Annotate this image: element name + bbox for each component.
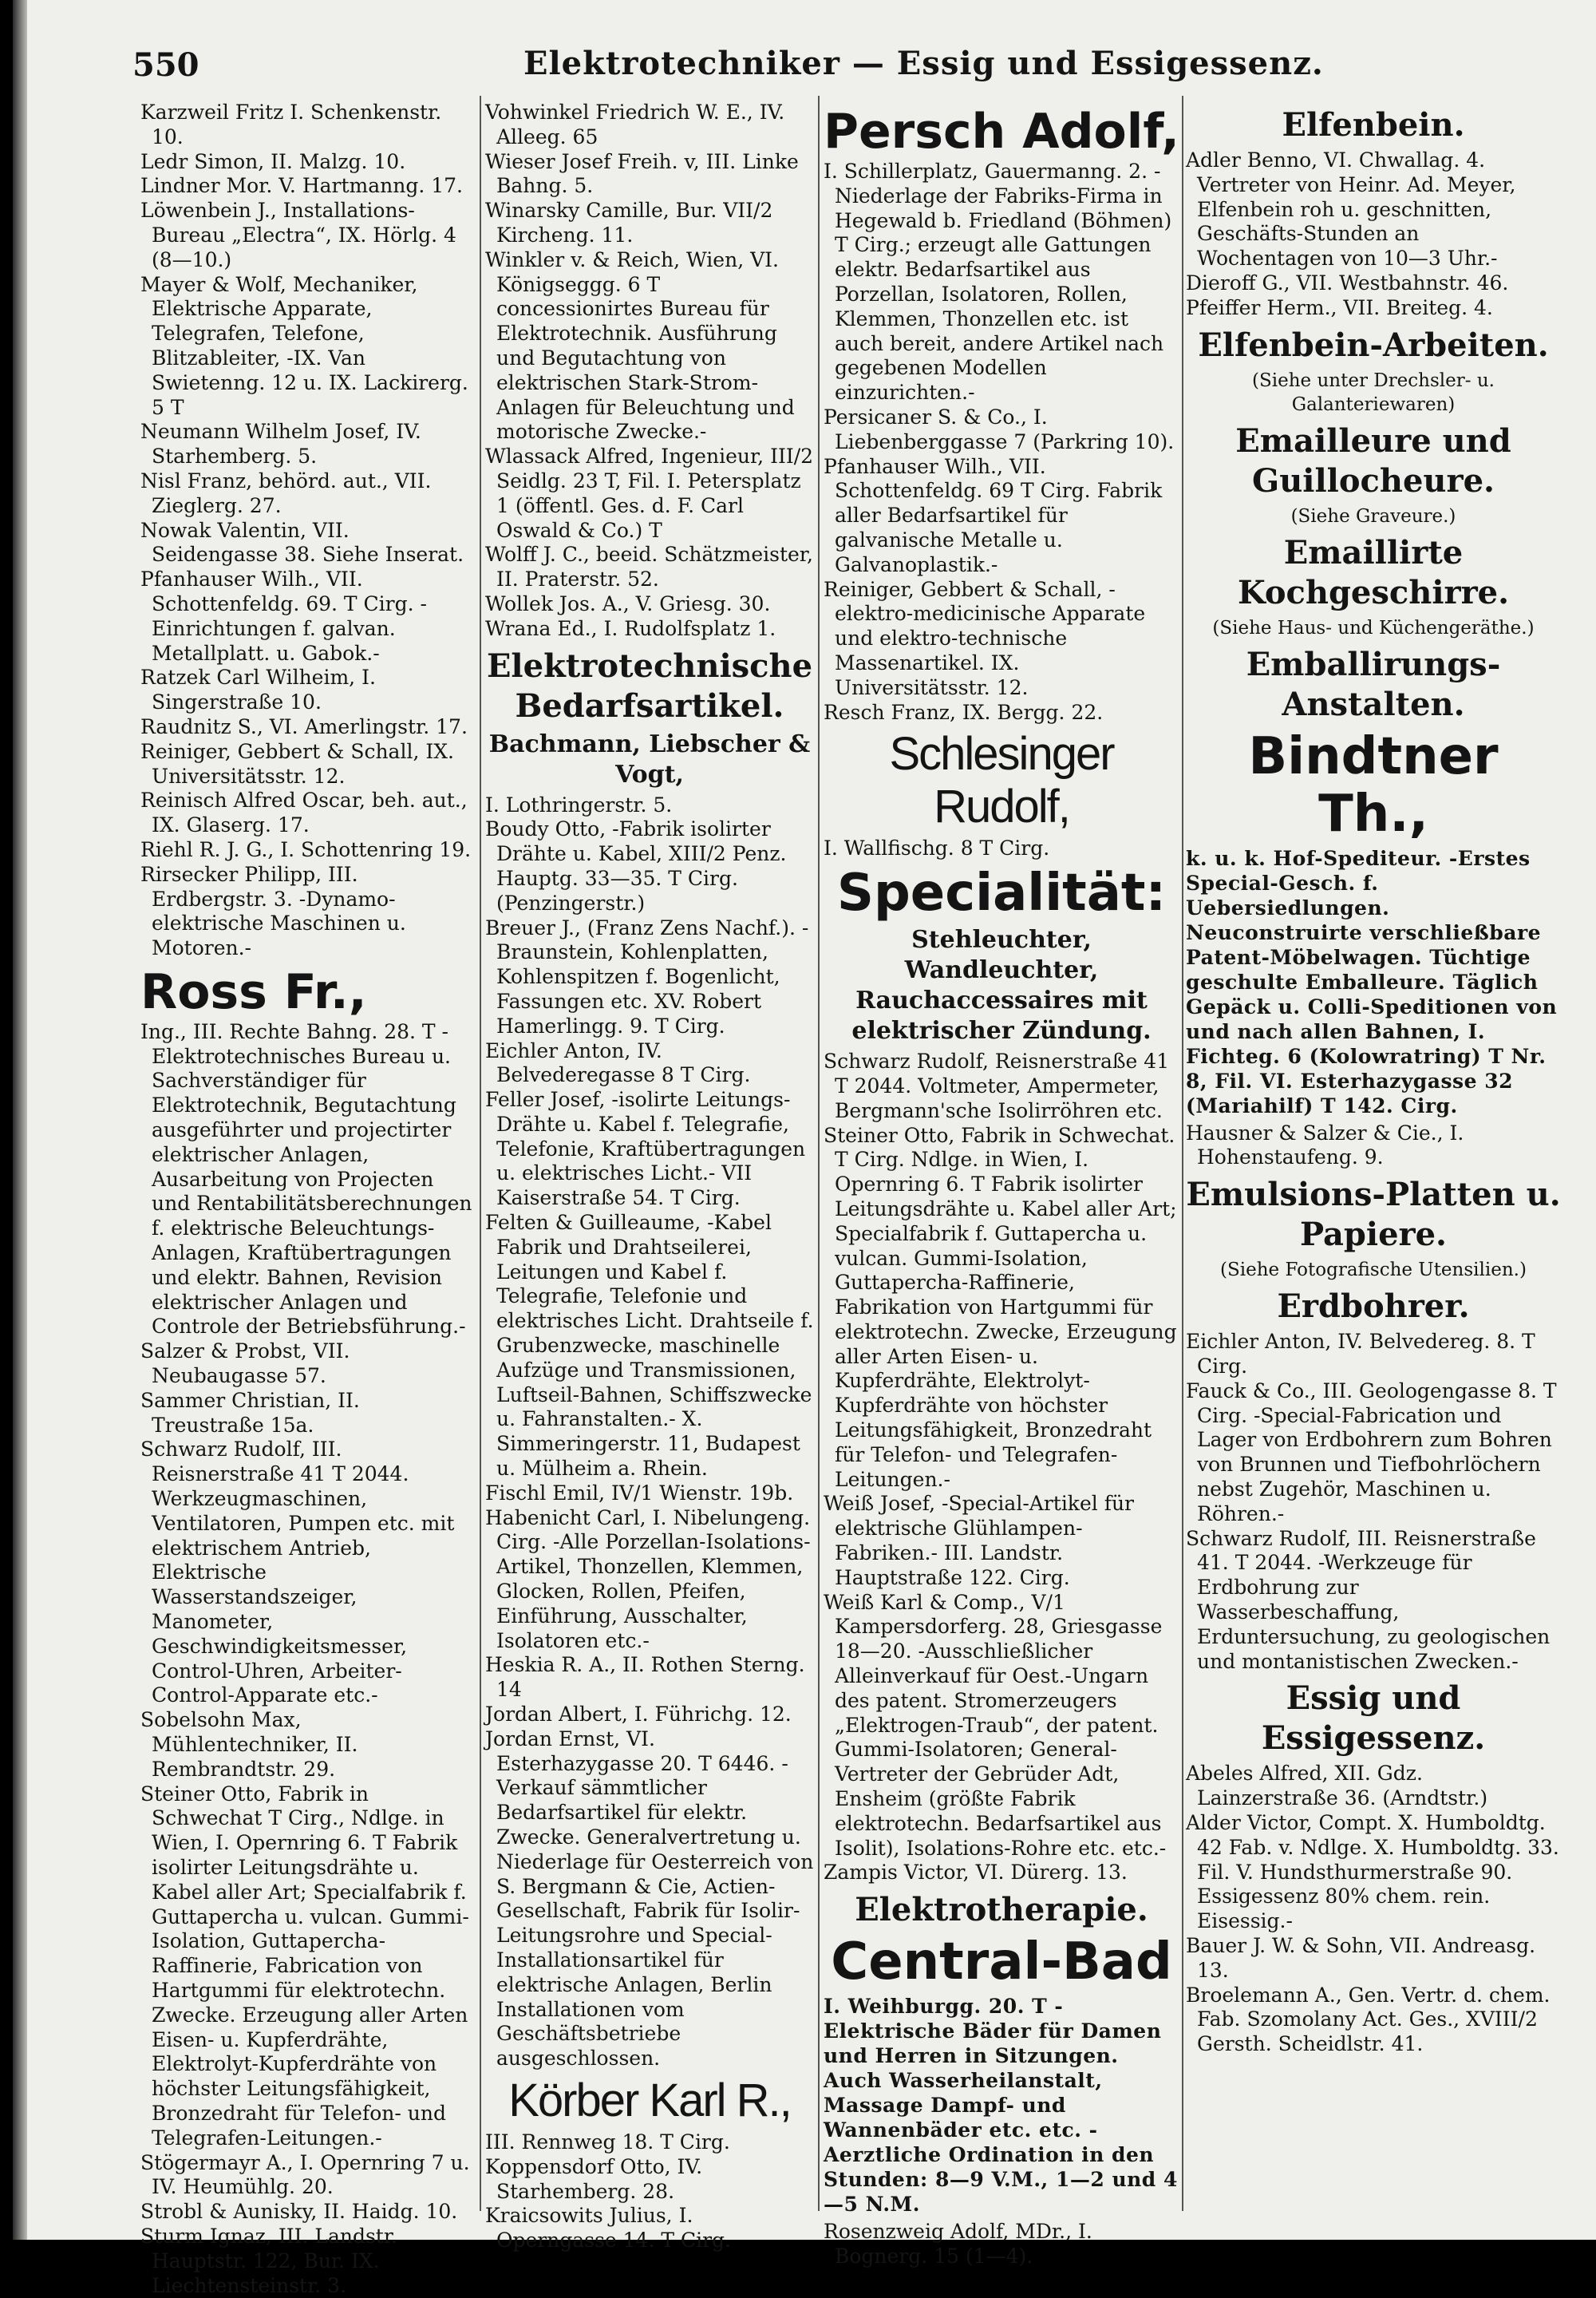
directory-entry: Ing., III. Rechte Bahng. 28. T -Elektrotechnisches Bureau u. Sachverständiger für Elektrotechnik, Begutachtung ausgeführter und projectirter elektrischer Anlagen, Ausarbeitung von Projecten und Rentabilitätsberechnungen f. elektrische Beleuchtungs-Anlagen, Kraftübertragungen und elektr. Bahnen, Revision elektrischer Anlagen und Controle der Betriebsführung.- bbox=[140, 1019, 472, 1339]
directory-entry: Ratzek Carl Wilheim, I. Singerstraße 10. bbox=[140, 666, 376, 714]
advertisement-headline: Bindtner Th., bbox=[1248, 726, 1499, 844]
directory-entry: Steiner Otto, Fabrik in Schwechat T Cirg., Ndlge. in Wien, I. Opernring 6. T Fabrik isolirter Leitungsdrähte u. Kabel aller Art; Specialfabrik f. Guttapercha u. vulcan. Gummi-Isolation, Guttapercha-Raffinerie, Fabrication von Hartgummi für elektrotechn. Zwecke. Erzeugung aller Arten Eisen- u. Kupferdrähte, Elektrolyt-Kupferdrähte von höchster Leitungsfähigkeit, Bronzedraht für Telefon- und Telegrafen-Leitungen.- bbox=[140, 1782, 469, 2150]
directory-entry: Wieser Josef Freih. v, III. Linke Bahng. 5. bbox=[485, 149, 799, 198]
directory-entry: Riehl R. J. G., I. Schottenring 19. bbox=[140, 837, 472, 861]
directory-entry: Breuer J., (Franz Zens Nachf.). -Braunstein, Kohlenplatten, Kohlenspitzen f. Bogenlicht, Fassungen etc. XV. Robert Hamerlingg. 9. T Cirg. bbox=[485, 916, 809, 1038]
advertisement-name: Körber Karl R., bbox=[508, 2074, 791, 2126]
directory-entry: Adler Benno, VI. Chwallag. 4. Vertreter von Heinr. Ad. Meyer, Elfenbein roh u. geschnitten, Geschäfts-Stunden an Wochentagen von 10—3 Uhr.- bbox=[1186, 148, 1516, 271]
cross-reference-note: (Siehe Fotografische Utensilien.) bbox=[1220, 1260, 1527, 1281]
section-heading: Emaillirte Kochgeschirre. bbox=[1237, 533, 1510, 611]
column-1 bbox=[140, 101, 476, 2297]
directory-entry: Zampis Victor, VI. Dürerg. 13. bbox=[824, 1861, 1128, 1885]
directory-entry: Winkler v. & Reich, Wien, VI. Königseggg. 6 T concessionirtes Bureau für Elektrotechnik. Ausführung und Begutachtung von elektrischen Stark-Strom-Anlagen für Beleuchtung und motorische Zwecke.- bbox=[485, 247, 795, 444]
directory-entry: Resch Franz, IX. Bergg. 22. bbox=[824, 700, 1104, 724]
directory-entry: I. Schillerplatz, Gauermanng. 2. -Niederlage der Fabriks-Firma in Hegewald b. Friedland (Böhmen) T Cirg.; erzeugt alle Gattungen elektr. Bedarfsartikel aus Porzellan, Isolatoren, Rollen, Klemmen, Thonzellen etc. ist auch bereit, andere Artikel nach gegebenen Modellen einzurichten.- bbox=[824, 160, 1172, 405]
directory-entry: Schwarz Rudolf, III. Reisnerstraße 41 T 2044. Werkzeugmaschinen, Ventilatoren, Pumpen etc. mit elektrischem Antrieb, Elektrische Wasserstandszeiger, Manometer, Geschwindigkeitsmesser, Control-Uhren, Arbeiter-Control-Apparate etc.- bbox=[140, 1438, 455, 1707]
directory-entry: Pfeiffer Herm., VII. Breiteg. 4. bbox=[1186, 295, 1493, 319]
directory-entry: Neumann Wilhelm Josef, IV. Starhemberg. 5. bbox=[140, 420, 421, 469]
directory-entry: Lindner Mor. V. Hartmanng. 17. bbox=[140, 174, 463, 198]
directory-entry: Sobelsohn Max, Mühlentechniker, II. Rembrandtstr. 29. bbox=[140, 1708, 358, 1781]
directory-entry: Winarsky Camille, Bur. VII/2 Kircheng. 11. bbox=[485, 199, 773, 247]
directory-entry: Persicaner S. & Co., I. Liebenberggasse 7 (Parkring 10). bbox=[824, 405, 1175, 453]
section-heading: Erdbohrer. bbox=[1277, 1287, 1470, 1326]
cross-reference-note: (Siehe Haus- und Küchengeräthe.) bbox=[1212, 617, 1535, 639]
directory-entry: Salzer & Probst, VII. Neubaugasse 57. bbox=[140, 1339, 350, 1388]
directory-entry: Weiß Josef, -Special-Artikel für elektrische Glühlampen-Fabriken.- III. Landstr. Hauptstraße 122. Cirg. bbox=[824, 1492, 1135, 1589]
directory-entry: Rirsecker Philipp, III. Erdbergstr. 3. -Dynamo-elektrische Maschinen u. Motoren.- bbox=[140, 862, 406, 960]
directory-entry: I. Wallfischg. 8 T Cirg. bbox=[824, 837, 1050, 860]
column-separator bbox=[1182, 96, 1183, 2211]
directory-entry: Nowak Valentin, VII. Seidengasse 38. Siehe Inserat. bbox=[140, 518, 464, 567]
directory-entry: Jordan Albert, I. Führichg. 12. bbox=[485, 1703, 792, 1726]
section-heading: Elfenbein. bbox=[1282, 106, 1465, 144]
directory-entry: Schwarz Rudolf, III. Reisnerstraße 41. T 2044. -Werkzeuge für Erdbohrung zur Wasserbeschaffung, Erduntersuchung, zu geologischen und montanistischen Zwecken.- bbox=[1186, 1526, 1551, 1673]
directory-entry: Pfanhauser Wilh., VII. Schottenfeldg. 69 T Cirg. Fabrik aller Bedarfsartikel für galvanische Metalle u. Galvanoplastik.- bbox=[824, 454, 1163, 576]
advertisement-text: k. u. k. Hof-Spediteur. -Erstes Special-Gesch. f. Uebersiedlungen. Neuconstruirte verschließbare Patent-Möbelwagen. Tüchtige geschulte Emballeure. Täglich Gepäck u. Colli-Speditionen von und nach allen Bahnen, I. Fichteg. 6 (Kolowratring) T Nr. 8, Fil. VI. Esterhazygasse 32 (Mariahilf) T 142. Cirg. bbox=[1186, 846, 1558, 1117]
directory-entry: Habenicht Carl, I. Nibelungeng. Cirg. -Alle Porzellan-Isolations-Artikel, Thonzellen, Klemmen, Glocken, Rollen, Pfeifen, Einführung, Ausschalter, Isolatoren etc.- bbox=[485, 1505, 811, 1652]
directory-entry: Vohwinkel Friedrich W. E., IV. Alleeg. 65 bbox=[485, 101, 785, 148]
section-heading: Emailleure und Guillocheure. bbox=[1235, 421, 1511, 500]
advertisement-text: I. Weihburgg. 20. T -Elektrische Bäder für Damen und Herren in Sitzungen. Auch Wasserheilanstalt, Massage Dampf- und Wannenbäder etc. etc. -Aerztliche Ordination in den Stunden: 8—9 V.M., 1—2 und 4—5 N.M. bbox=[824, 1995, 1178, 2217]
advertisement-name: Persch Adolf, bbox=[824, 104, 1179, 160]
directory-entry: Steiner Otto, Fabrik in Schwechat. T Cirg. Ndlge. in Wien, I. Opernring 6. T Fabrik isolirter Leitungsdrähte u. Kabel aller Art; Specialfabrik f. Guttapercha u. vulcan. Gummi-Isolation, Guttapercha-Raffinerie, Fabrikation von Hartgummi für elektrotechn. Zwecke, Erzeugung aller Arten Eisen- u. Kupferdrähte, Elektrolyt-Kupferdrähte von höchster Leitungsfähigkeit, Bronzedraht für Telefon- und Telegrafen-Leitungen.- bbox=[824, 1123, 1177, 1491]
directory-entry: Sammer Christian, II. Treustraße 15a. bbox=[140, 1388, 360, 1437]
section-heading: Elektrotherapie. bbox=[855, 1891, 1148, 1929]
cross-reference-note: (Siehe Graveure.) bbox=[1290, 505, 1456, 527]
section-heading: Emulsions-Platten u. Papiere. bbox=[1186, 1176, 1561, 1254]
advertisement-headline: Central-Bad bbox=[831, 1932, 1172, 1992]
cross-reference-note: (Siehe unter Drechsler- u. Galanteriewaren) bbox=[1252, 370, 1495, 415]
directory-entry: Pfanhauser Wilh., VII. Schottenfeldg. 69. T Cirg. -Einrichtungen f. galvan. Metallplatt. u. Gabok.- bbox=[140, 568, 427, 665]
advertisement-line: Stehleuchter, Wandleuchter, Rauchaccessaires mit elektrischer Zündung. bbox=[851, 926, 1152, 1046]
advertisement-headline: Specialität: bbox=[836, 864, 1167, 924]
directory-entry: Feller Josef, -isolirte Leitungs-Drähte u. Kabel f. Telegrafie, Telefonie, Kraftübertragungen u. elektrisches Licht.- VII Kaiserstraße 54. T Cirg. bbox=[485, 1088, 806, 1210]
directory-entry: Weiß Karl & Comp., V/1 Kampersdorferg. 28, Griesgasse 18—20. -Ausschließlicher Alleinverkauf für Oest.-Ungarn des patent. Stromerzeugers „Elektrogen-Traub“, der patent. Gummi-Isolatoren; General-Vertreter der Gebrüder Adt, Ensheim (größte Fabrik elektrotechn. Bedarfsartikel aus Isolit), Isolations-Rohre etc. etc.- bbox=[824, 1590, 1167, 1860]
advertisement-name: Ross Fr., bbox=[140, 963, 367, 1020]
directory-entry: Kraicsowits Julius, I. Operngasse 14. T Cirg. bbox=[485, 2204, 732, 2253]
running-title: Elektrotechniker — Essig und Essigessenz. bbox=[523, 45, 1324, 82]
directory-entry: Heskia R. A., II. Rothen Sterng. 14 bbox=[485, 1653, 805, 1702]
directory-entry: Ledr Simon, II. Malzg. 10. bbox=[140, 149, 406, 173]
directory-entry: Nisl Franz, behörd. aut., VII. Zieglerg. 27. bbox=[140, 469, 432, 517]
directory-page bbox=[13, 0, 1596, 2297]
directory-entry: Hausner & Salzer & Cie., I. Hohenstaufeng. 9. bbox=[1186, 1121, 1464, 1169]
directory-entry: Felten & Guilleaume, -Kabel Fabrik und Drahtseilerei, Leitungen und Kabel f. Telegrafie, Telefonie und elektrisches Licht. Drahtseile f. Grubenzwecke, maschinelle Aufzüge und Transmissionen, Luftseil-Bahnen, Schiffszwecke u. Fahranstalten.- X. Simmeringerstr. 11, Budapest u. Mülheim a. Rhein. bbox=[485, 1211, 814, 1481]
directory-entry: Raudnitz S., VI. Amerlingstr. 17. bbox=[140, 714, 468, 738]
directory-entry: Stögermayr A., I. Opernring 7 u. IV. Heumühlg. 20. bbox=[140, 2150, 470, 2199]
directory-entry: Reiniger, Gebbert & Schall, IX. Universitätsstr. 12. bbox=[140, 739, 454, 788]
column-2 bbox=[485, 101, 814, 2253]
directory-entry: Reinisch Alfred Oscar, beh. aut., IX. Glaserg. 17. bbox=[140, 789, 468, 837]
section-heading: Essig und Essigessenz. bbox=[1261, 1679, 1486, 1758]
directory-entry: Eichler Anton, IV. Belvederegasse 8 T Cirg. bbox=[485, 1038, 751, 1087]
directory-entry: Wrana Ed., I. Rudolfsplatz 1. bbox=[485, 616, 776, 640]
section-heading: Elfenbein-Arbeiten. bbox=[1198, 326, 1549, 364]
advertisement-name: Schlesinger Rudolf, bbox=[889, 728, 1114, 833]
directory-entry: III. Rennweg 18. T Cirg. bbox=[485, 2130, 730, 2154]
column-4 bbox=[1186, 101, 1561, 2216]
directory-entry: I. Lothringerstr. 5. bbox=[485, 793, 673, 817]
directory-entry: Abeles Alfred, XII. Gdz. Lainzerstraße 36. (Arndtstr.) bbox=[1186, 1762, 1488, 1810]
directory-entry: Wlassack Alfred, Ingenieur, III/2 Seidlg. 23 T, Fil. I. Petersplatz 1 (öffentl. Ges. d. F. Carl Oswald & Co.) T bbox=[485, 445, 814, 542]
advertisement-line: Bachmann, Liebscher & Vogt, bbox=[488, 730, 811, 789]
directory-entry: Strobl & Aunisky, II. Haidg. 10. bbox=[140, 2200, 458, 2224]
page-number: 550 bbox=[132, 46, 200, 84]
directory-entry: Wollek Jos. A., V. Griesg. 30. bbox=[485, 591, 771, 615]
column-separator bbox=[818, 96, 820, 2211]
directory-entry: Alder Victor, Compt. X. Humboldtg. 42 Fab. v. Ndlge. X. Humboldtg. 33. Fil. V. Hundsthurmerstraße 90. Essigessenz 80% chem. rein. Eisessig.- bbox=[1186, 1810, 1559, 1933]
directory-entry: Dieroff G., VII. Westbahnstr. 46. bbox=[1186, 271, 1509, 295]
directory-entry: Rosenzweig Adolf, MDr., I. Bognerg. 15 (1—4). bbox=[824, 2220, 1092, 2268]
directory-entry: Schwarz Rudolf, Reisnerstraße 41 T 2044. Voltmeter, Ampermeter, Bergmann'sche Isolirröhren etc. bbox=[824, 1050, 1170, 1122]
directory-entry: Fauck & Co., III. Geologengasse 8. T Cirg. -Special-Fabrication und Lager von Erdbohrern zum Bohren von Brunnen und Tiefbohrlöchern nebst Zugehör, Maschinen u. Röhren.- bbox=[1186, 1378, 1557, 1525]
page-binding-edge bbox=[13, 0, 27, 2240]
directory-entry: Bauer J. W. & Sohn, VII. Andreasg. 13. bbox=[1186, 1933, 1536, 1982]
directory-entry: Löwenbein J., Installations-Bureau „Electra“, IX. Hörlg. 4 (8—10.) bbox=[140, 199, 456, 271]
directory-entry: Koppensdorf Otto, IV. Starhemberg. 28. bbox=[485, 2154, 703, 2203]
directory-entry: Reiniger, Gebbert & Schall, -elektro-medicinische Apparate und elektro-technische Massenartikel. IX. Universitätsstr. 12. bbox=[824, 577, 1146, 699]
directory-entry: Jordan Ernst, VI. Esterhazygasse 20. T 6446. -Verkauf sämmtlicher Bedarfsartikel für elektr. Zwecke. Generalvertretung u. Niederlage für Oesterreich von S. Bergmann & Cie, Actien-Gesellschaft, Fabrik für Isolir-Leitungsrohre und Special-Installationsartikel für elektrische Anlagen, Berlin Installationen vom Geschäftsbetriebe ausgeschlossen. bbox=[485, 1726, 814, 2071]
page-header bbox=[13, 35, 1596, 91]
directory-entry: Mayer & Wolf, Mechaniker, Elektrische Apparate, Telegrafen, Telefone, Blitzableiter, -IX. Van Swietenng. 12 u. IX. Lackirerg. 5 T bbox=[140, 272, 468, 419]
directory-entry: Karzweil Fritz I. Schenkenstr. 10. bbox=[140, 101, 442, 148]
column-3 bbox=[824, 101, 1179, 2268]
directory-entry: Wolff J. C., beeid. Schätzmeister, II. Praterstr. 52. bbox=[485, 543, 813, 591]
directory-entry: Broelemann A., Gen. Vertr. d. chem. Fab. Szomolany Act. Ges., XVIII/2 Gersth. Scheidlstr. 41. bbox=[1186, 1983, 1551, 2056]
directory-entry: Sturm Ignaz, III. Landstr. Hauptstr. 122, Bur. IX. Liechtensteinstr. 3. bbox=[140, 2224, 397, 2297]
section-heading: Elektrotechnische Bedarfsartikel. bbox=[486, 647, 813, 725]
section-heading: Emballirungs-Anstalten. bbox=[1246, 645, 1501, 723]
directory-entry: Fischl Emil, IV/1 Wienstr. 19b. bbox=[485, 1481, 794, 1505]
directory-entry: Boudy Otto, -Fabrik isolirter Drähte u. Kabel, XIII/2 Penz. Hauptg. 33—35. T Cirg. (Penzingerstr.) bbox=[485, 817, 787, 915]
column-separator bbox=[480, 96, 481, 2211]
directory-entry: Eichler Anton, IV. Belvedereg. 8. T Cirg. bbox=[1186, 1330, 1535, 1378]
